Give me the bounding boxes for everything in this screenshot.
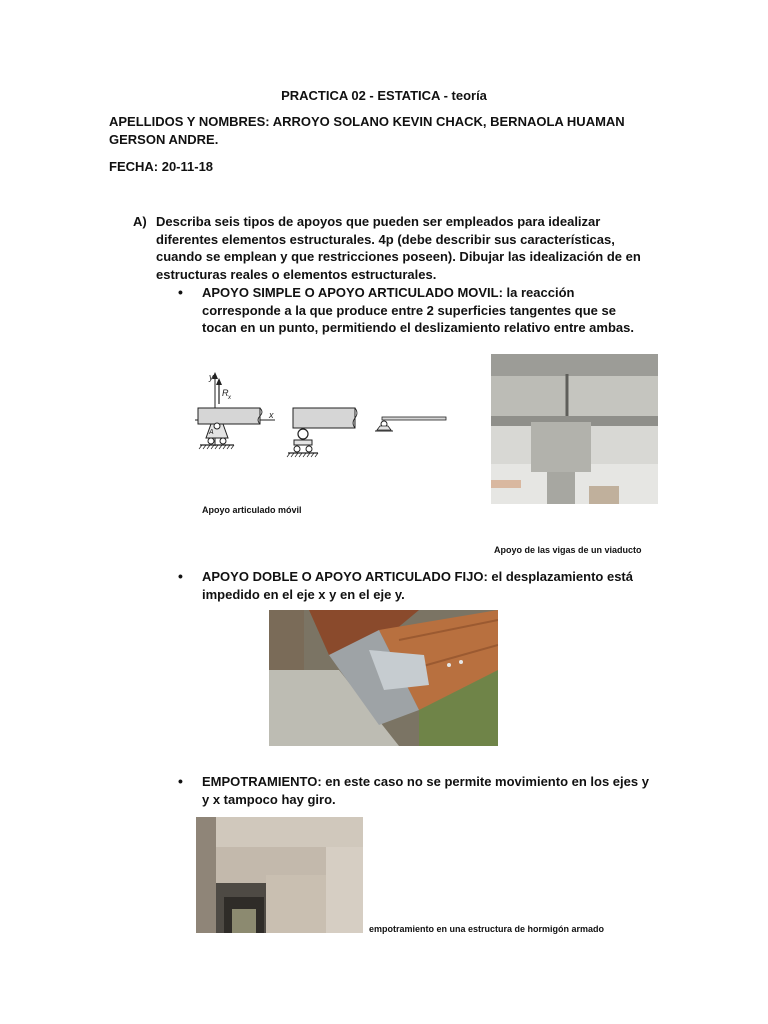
- fixed-support-photo: [196, 817, 363, 933]
- point-a-label: A: [209, 429, 214, 436]
- axis-y-label: y: [209, 372, 214, 382]
- bullet-2: •: [178, 568, 183, 584]
- item-3-text: EMPOTRAMIENTO: en este caso no se permite movimiento en los ejes y y x tampoco hay giro.: [202, 774, 649, 807]
- caption-roller: Apoyo articulado móvil: [202, 505, 302, 515]
- date-line: FECHA: 20-11-18: [109, 159, 214, 174]
- viaduct-photo: [491, 354, 658, 504]
- roller-support-diagram: [190, 368, 452, 466]
- page-title: PRACTICA 02 - ESTATICA - teoría: [281, 88, 487, 103]
- bullet-3: •: [178, 773, 183, 789]
- caption-viaduct: Apoyo de las vigas de un viaducto: [494, 545, 642, 555]
- caption-fixed: empotramiento en una estructura de hormigón armado: [369, 924, 605, 934]
- question-label: A): [133, 214, 147, 229]
- fixed-hinge-photo: [269, 610, 498, 746]
- item-1-text: APOYO SIMPLE O APOYO ARTICULADO MOVIL: la reacción corresponde a la que produce entre 2 superficies tangentes que se tocan en un punto, permitiendo el deslizamiento relativo entre ambas.: [202, 285, 634, 335]
- question-text: Describa seis tipos de apoyos que pueden ser empleados para idealizar diferentes elementos estructurales. 4p (debe describir sus características, cuando se emplean y que restricciones poseen). Dibujar las idealización de en estructuras reales o elementos estructurales.: [156, 214, 641, 282]
- axis-x-label: x: [269, 410, 274, 420]
- names-line: APELLIDOS Y NOMBRES: ARROYO SOLANO KEVIN CHACK, BERNAOLA HUAMAN GERSON ANDRE.: [109, 114, 625, 147]
- reaction-label: R: [222, 388, 229, 398]
- reaction-sub-label: x: [228, 395, 231, 401]
- bullet-1: •: [178, 284, 183, 300]
- item-2-text: APOYO DOBLE O APOYO ARTICULADO FIJO: el desplazamiento está impedido en el eje x y en el eje y.: [202, 569, 633, 602]
